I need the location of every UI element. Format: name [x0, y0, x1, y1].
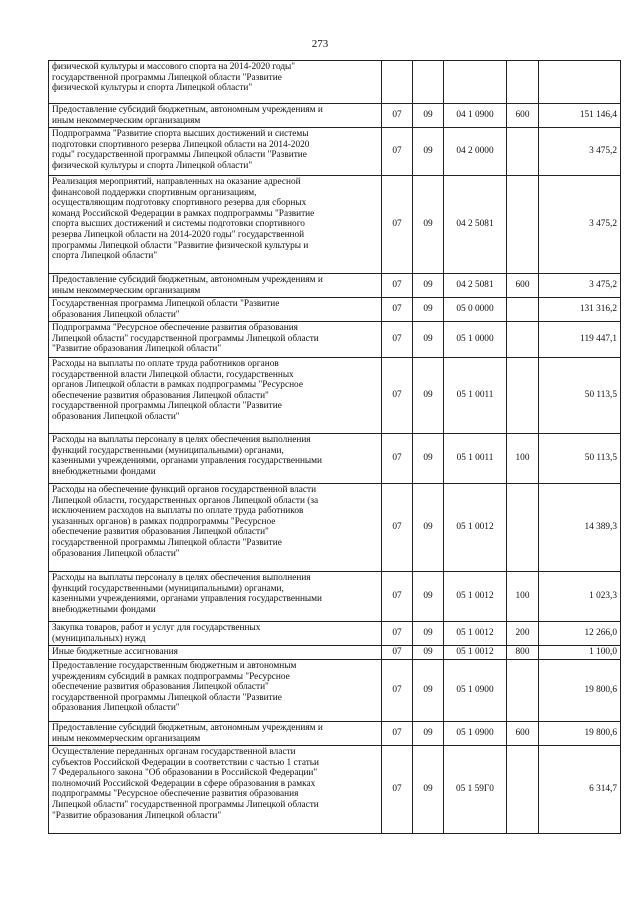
row-amount: 19 800,6	[539, 722, 621, 746]
row-amount: 3 475,2	[539, 176, 621, 274]
row-subsection-code: 09	[413, 746, 444, 834]
row-expense-type-code	[507, 660, 539, 722]
row-description: Осуществление переданных органам государственной власти субъектов Российской Федерации в соответствии с частью 1 статьи 7 Федерального закона "Об образовании в Российской Федерации" полномочий Российской Федерации в сфере образования в рамках подпрограммы "Ресурсное обеспечение развития образования Липецкой области" государственной программы Липецкой области "Развитие образования Липецкой области"	[49, 746, 382, 834]
row-section-code: 07	[382, 274, 413, 298]
row-amount: 3 475,2	[539, 274, 621, 298]
row-expense-type-code	[507, 176, 539, 274]
row-target-article-code: 05 1 59Г0	[444, 746, 507, 834]
row-description: физической культуры и массового спорта на 2014-2020 годы" государственной программы Липецкой области "Развитие физической культуры и спорта Липецкой области"	[49, 61, 382, 104]
row-amount: 1 100,0	[539, 646, 621, 660]
row-target-article-code: 04 2 0000	[444, 128, 507, 176]
table-row	[49, 646, 621, 660]
table-row	[49, 622, 621, 646]
table-row	[49, 61, 621, 104]
row-subsection-code: 09	[413, 572, 444, 622]
row-subsection-code: 09	[413, 434, 444, 484]
table-row	[49, 128, 621, 176]
table-row	[49, 484, 621, 572]
row-target-article-code: 05 1 0012	[444, 484, 507, 572]
row-expense-type-code: 200	[507, 622, 539, 646]
row-target-article-code: 05 0 0000	[444, 298, 507, 322]
row-expense-type-code	[507, 746, 539, 834]
table-row	[49, 722, 621, 746]
row-subsection-code	[413, 61, 444, 104]
row-description: Реализация мероприятий, направленных на оказание адресной финансовой поддержки спортивным организациям, осуществляющим подготовку спортивного резерва для сборных команд Российской Федерации в рамках подпрограммы "Развитие спорта высших достижений и системы подготовки спортивного резерва Липецкой области на 2014-2020 годы" государственной программы Липецкой области "Развитие физической культуры и спорта Липецкой области"	[49, 176, 382, 274]
row-section-code: 07	[382, 434, 413, 484]
budget-table	[48, 60, 621, 834]
table-row	[49, 176, 621, 274]
row-expense-type-code: 100	[507, 572, 539, 622]
row-section-code: 07	[382, 176, 413, 274]
row-subsection-code: 09	[413, 128, 444, 176]
table-row	[49, 660, 621, 722]
table-row	[49, 274, 621, 298]
row-description: Расходы на выплаты персоналу в целях обеспечения выполнения функций государственными (муниципальными) органами, казенными учреждениями, органами управления государственными внебюджетными фондами	[49, 434, 382, 484]
row-target-article-code: 04 1 0900	[444, 104, 507, 128]
row-target-article-code: 04 2 5081	[444, 274, 507, 298]
row-description: Предоставление государственным бюджетным и автономным учреждениям субсидий в рамках подпрограммы "Ресурсное обеспечение развития образования Липецкой области" государственной программы Липецкой области "Развитие образования Липецкой области"	[49, 660, 382, 722]
row-target-article-code: 05 1 0012	[444, 622, 507, 646]
row-amount: 119 447,1	[539, 322, 621, 358]
table-row	[49, 322, 621, 358]
row-target-article-code: 05 1 0011	[444, 434, 507, 484]
row-section-code: 07	[382, 572, 413, 622]
row-description: Иные бюджетные ассигнования	[49, 646, 382, 660]
row-description: Расходы на выплаты персоналу в целях обеспечения выполнения функций государственными (муниципальными) органами, казенными учреждениями, органами управления государственными внебюджетными фондами	[49, 572, 382, 622]
row-target-article-code: 05 1 0011	[444, 358, 507, 434]
row-amount: 3 475,2	[539, 128, 621, 176]
row-description: Закупка товаров, работ и услуг для государственных (муниципальных) нужд	[49, 622, 382, 646]
row-description: Предоставление субсидий бюджетным, автономным учреждениям и иным некоммерческим организациям	[49, 104, 382, 128]
row-section-code: 07	[382, 128, 413, 176]
row-amount: 12 266,0	[539, 622, 621, 646]
table-row	[49, 104, 621, 128]
row-subsection-code: 09	[413, 660, 444, 722]
row-expense-type-code: 100	[507, 434, 539, 484]
row-amount: 131 316,2	[539, 298, 621, 322]
row-amount: 14 389,3	[539, 484, 621, 572]
row-amount: 151 146,4	[539, 104, 621, 128]
row-target-article-code: 05 1 0900	[444, 722, 507, 746]
row-subsection-code: 09	[413, 176, 444, 274]
row-amount	[539, 61, 621, 104]
row-amount: 1 023,3	[539, 572, 621, 622]
table-row	[49, 746, 621, 834]
row-section-code: 07	[382, 622, 413, 646]
row-subsection-code: 09	[413, 298, 444, 322]
row-description: Расходы на выплаты по оплате труда работников органов государственной власти Липецкой области, государственных органов Липецкой области в рамках подпрограммы "Ресурсное обеспечение развития образования Липецкой области" государственной программы Липецкой области "Развитие образования Липецкой области"	[49, 358, 382, 434]
row-section-code: 07	[382, 722, 413, 746]
row-subsection-code: 09	[413, 322, 444, 358]
budget-table-body	[49, 61, 621, 834]
row-target-article-code: 04 2 5081	[444, 176, 507, 274]
row-subsection-code: 09	[413, 358, 444, 434]
table-row	[49, 298, 621, 322]
row-expense-type-code	[507, 358, 539, 434]
row-section-code: 07	[382, 484, 413, 572]
row-section-code: 07	[382, 646, 413, 660]
row-description: Подпрограмма "Ресурсное обеспечение развития образования Липецкой области" государственной программы Липецкой области "Развитие образования Липецкой области"	[49, 322, 382, 358]
row-amount: 50 113,5	[539, 358, 621, 434]
row-subsection-code: 09	[413, 104, 444, 128]
row-section-code: 07	[382, 746, 413, 834]
row-section-code: 07	[382, 322, 413, 358]
table-row	[49, 358, 621, 434]
row-description: Государственная программа Липецкой области "Развитие образования Липецкой области"	[49, 298, 382, 322]
row-expense-type-code	[507, 484, 539, 572]
row-expense-type-code	[507, 128, 539, 176]
row-section-code	[382, 61, 413, 104]
table-row	[49, 434, 621, 484]
row-expense-type-code: 600	[507, 104, 539, 128]
row-target-article-code	[444, 61, 507, 104]
row-description: Расходы на обеспечение функций органов государственной власти Липецкой области, государственных органов Липецкой области (за исключением расходов на выплаты по оплате труда работников указанных органов) в рамках подпрограммы "Ресурсное обеспечение развития образования Липецкой области" государственной программы Липецкой области "Развитие образования Липецкой области"	[49, 484, 382, 572]
row-section-code: 07	[382, 358, 413, 434]
row-subsection-code: 09	[413, 484, 444, 572]
row-target-article-code: 05 1 0900	[444, 660, 507, 722]
row-amount: 50 113,5	[539, 434, 621, 484]
row-section-code: 07	[382, 660, 413, 722]
row-subsection-code: 09	[413, 274, 444, 298]
row-expense-type-code: 600	[507, 722, 539, 746]
row-expense-type-code: 600	[507, 274, 539, 298]
row-target-article-code: 05 1 0000	[444, 322, 507, 358]
row-amount: 6 314,7	[539, 746, 621, 834]
row-expense-type-code: 800	[507, 646, 539, 660]
page-number: 273	[311, 38, 329, 50]
row-section-code: 07	[382, 104, 413, 128]
row-description: Предоставление субсидий бюджетным, автономным учреждениям и иным некоммерческим организациям	[49, 274, 382, 298]
row-expense-type-code	[507, 61, 539, 104]
row-subsection-code: 09	[413, 722, 444, 746]
row-amount: 19 800,6	[539, 660, 621, 722]
row-target-article-code: 05 1 0012	[444, 572, 507, 622]
row-description: Предоставление субсидий бюджетным, автономным учреждениям и иным некоммерческим организациям	[49, 722, 382, 746]
row-subsection-code: 09	[413, 646, 444, 660]
row-section-code: 07	[382, 298, 413, 322]
row-subsection-code: 09	[413, 622, 444, 646]
row-description: Подпрограмма "Развитие спорта высших достижений и системы подготовки спортивного резерва Липецкой области на 2014-2020 годы" государственной программы Липецкой области "Развитие физической культуры и спорта Липецкой области"	[49, 128, 382, 176]
row-target-article-code: 05 1 0012	[444, 646, 507, 660]
table-row	[49, 572, 621, 622]
row-expense-type-code	[507, 298, 539, 322]
row-expense-type-code	[507, 322, 539, 358]
